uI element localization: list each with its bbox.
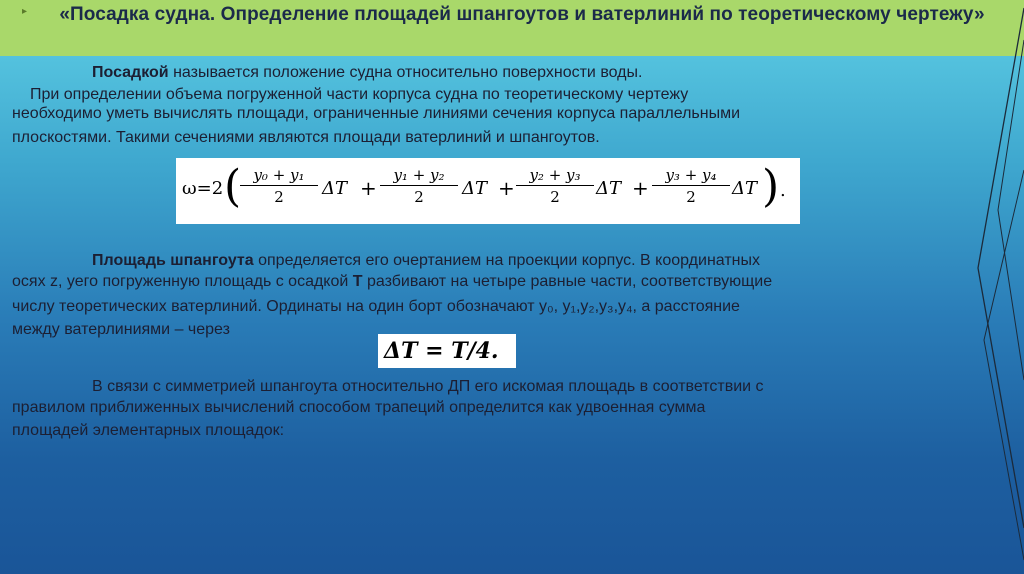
paragraph-volume-line3: плоскостями. Такими сечениями являются площади ватерлиний и шпангоутов. [12,129,600,146]
fraction-4-numerator: y₃ + y₄ [652,166,730,186]
fraction-1-numerator: y₀ + y₁ [240,166,318,186]
formula-end-dot: . [780,180,786,201]
delta-t-4: ΔT [732,178,758,199]
formula-lhs: ω=2 [182,178,224,199]
plus-3: + [632,176,649,200]
paragraph-volume-line2: необходимо уметь вычислять площади, ограниченные линиями сечения корпуса параллельными [12,105,741,122]
paragraph-frame-line4: между ватерлиниями – через [12,321,230,338]
area-formula [176,158,800,224]
term-posadka: Посадкой [92,64,169,81]
paragraph-frame-line1 [92,251,760,270]
paragraph-definition [92,63,642,82]
fraction-2 [380,166,458,206]
fraction-2-denominator: 2 [414,188,424,206]
delta-t-1: ΔT [322,178,348,199]
formula-close-paren: ) [762,161,780,212]
title-bar [0,0,1024,56]
paragraph-frame-line2 [12,272,772,291]
bullet-icon: ▸ [22,6,28,17]
delta-t-formula [378,334,516,368]
paragraph-symmetry-line2: правилом приближенных вычислений способом трапеций определится как удвоенная сумма [12,399,706,416]
fraction-4 [652,166,730,206]
fraction-3-denominator: 2 [550,188,560,206]
paragraph-symmetry-line3: площадей элементарных площадок: [12,422,285,439]
fraction-1-denominator: 2 [274,188,284,206]
term-frame-area: Площадь шпангоута [92,252,254,269]
fraction-2-numerator: y₁ + y₂ [380,166,458,186]
delta-t-formula-text: ΔT = T/4. [384,338,499,364]
paragraph-frame-line3: числу теоретических ватерлиний. Ординаты на один борт обозначают y₀, y₁,y₂,y₃,y₄, а расстояние [12,298,740,315]
definition-text: называется положение судна относительно поверхности воды. [168,64,643,81]
fraction-3-numerator: y₂ + y₃ [516,166,594,186]
paragraph-symmetry-line1: В связи с симметрией шпангоута относительно ДП его искомая площадь в соответствии с [92,378,764,395]
frame-text-2c: разбивают на четыре равные части, соответствующие [362,273,773,290]
paragraph-volume-line1: При определении объема погруженной части корпуса судна по теоретическому чертежу [30,86,689,103]
fraction-3 [516,166,594,206]
plus-2: + [498,176,515,200]
slide-title: «Посадка судна. Определение площадей шпангоутов и ватерлиний по теоретическому чертежу» [59,4,985,25]
frame-text-2a: осях z, уего погруженную площадь с осадкой [12,273,353,290]
frame-text-1: определяется его очертанием на проекции корпус. В координатных [253,252,760,269]
plus-1: + [360,176,377,200]
delta-t-2: ΔT [462,178,488,199]
draft-symbol: T [352,273,363,290]
decorative-lines [964,0,1024,574]
formula-open-paren: ( [224,161,242,212]
fraction-4-denominator: 2 [686,188,696,206]
fraction-1 [240,166,318,206]
delta-t-3: ΔT [596,178,622,199]
